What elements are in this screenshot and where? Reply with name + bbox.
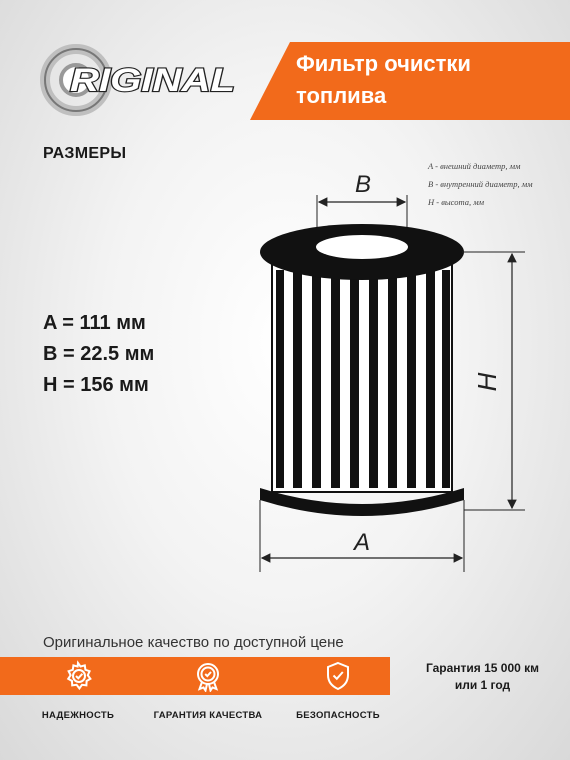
product-title xyxy=(296,48,556,112)
brand-logo xyxy=(40,44,240,116)
legend-h: H - высота, мм xyxy=(428,197,485,207)
gear-check-icon xyxy=(62,660,94,692)
warranty-line1: Гарантия 15 000 км xyxy=(425,661,540,675)
dimension-h: H = 156 мм xyxy=(43,374,149,396)
logo-text: RIGINAL xyxy=(70,62,235,98)
tagline: Оригинальное качество по доступной цене xyxy=(43,634,344,651)
warranty-line2: или 1 год xyxy=(454,678,511,692)
product-title-line1: Фильтр очистки xyxy=(296,51,471,76)
warranty-info xyxy=(400,660,565,694)
legend-b: B - внутренний диаметр, мм xyxy=(428,179,533,189)
dimension-values xyxy=(43,308,154,401)
feature-label-quality: ГАРАНТИЯ КАЧЕСТВА xyxy=(153,710,263,721)
dimension-a: A = 111 мм xyxy=(43,312,146,334)
product-title-line2: топлива xyxy=(296,83,387,108)
diagram-label-b: B xyxy=(355,171,372,198)
diagram-label-h: H xyxy=(472,372,502,392)
dimension-b: B = 22.5 мм xyxy=(43,343,155,365)
legend-a: A - внешний диаметр, мм xyxy=(428,161,521,171)
feature-label-safety: БЕЗОПАСНОСТЬ xyxy=(296,710,380,721)
badge-check-icon xyxy=(192,660,224,692)
sizes-heading: РАЗМЕРЫ xyxy=(43,145,127,162)
shield-check-icon xyxy=(322,660,354,692)
diagram-label-a: A xyxy=(354,529,371,556)
feature-label-reliability: НАДЕЖНОСТЬ xyxy=(41,710,115,721)
filter-diagram xyxy=(250,160,550,580)
